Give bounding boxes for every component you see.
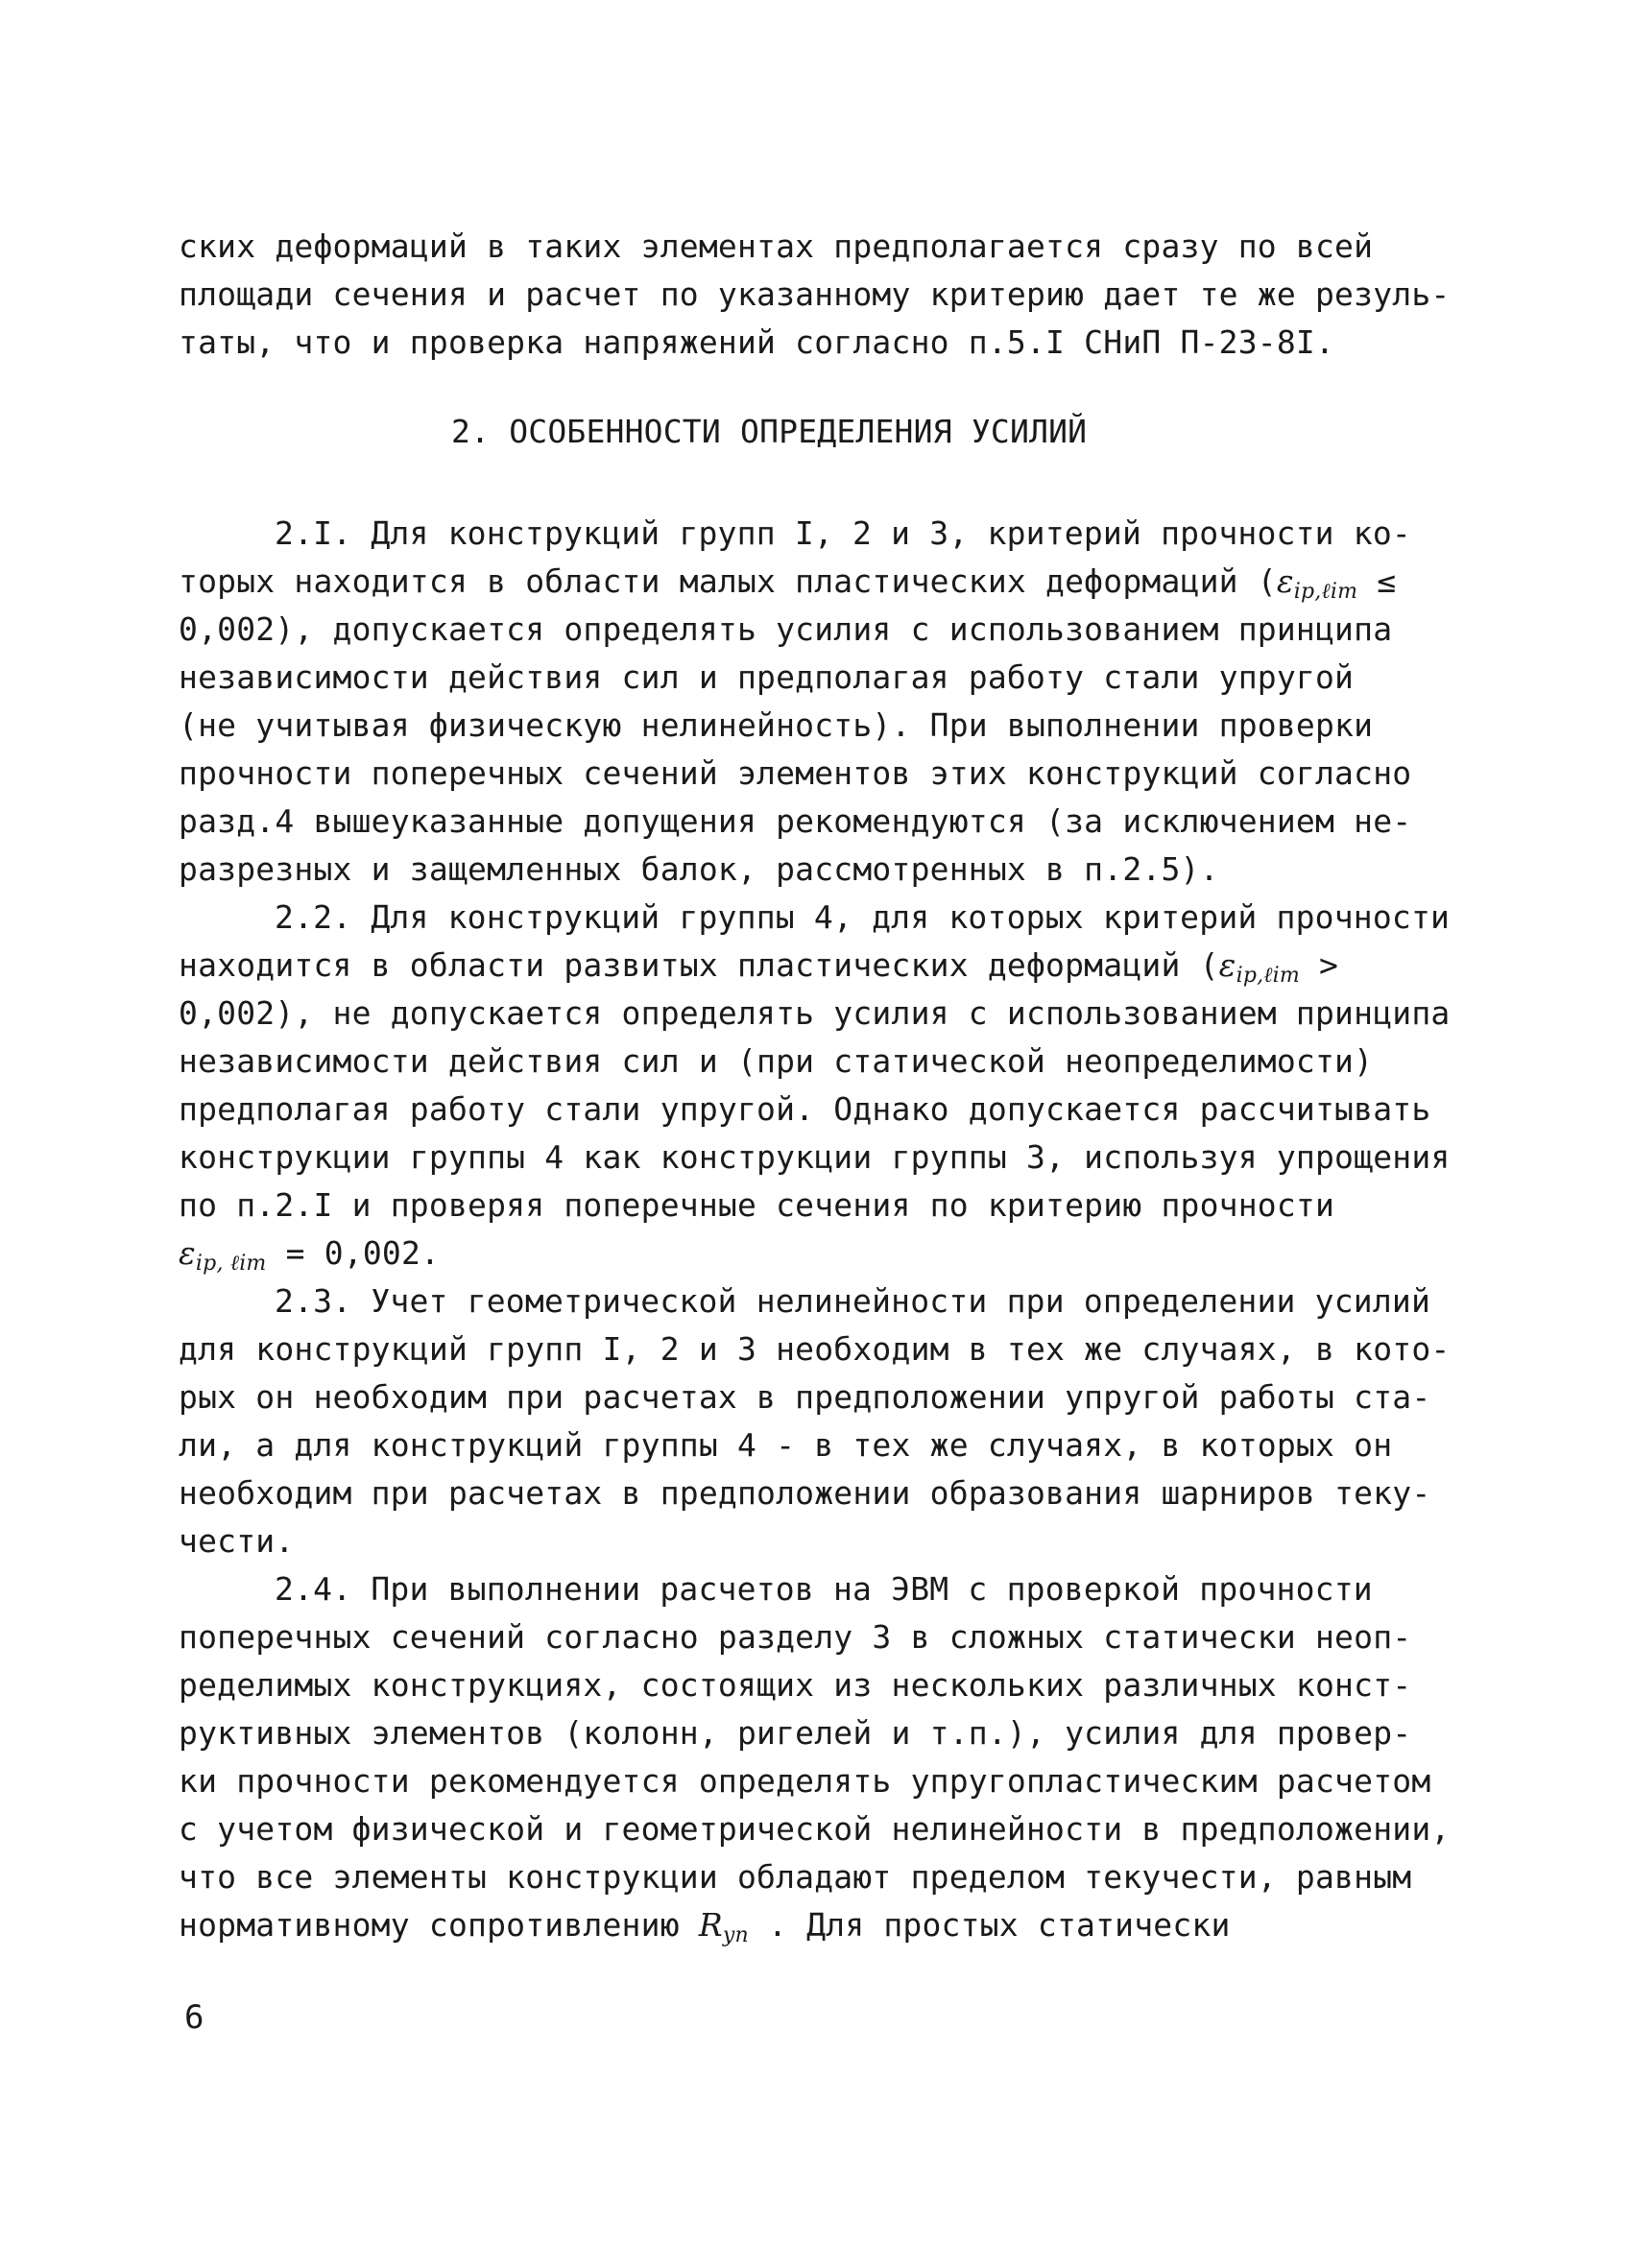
- resistance-symbol: R: [698, 1906, 723, 1944]
- epsilon-symbol: ε: [1276, 562, 1294, 600]
- epsilon-subscript: ip,ℓim: [1293, 580, 1358, 604]
- section-heading: 2. ОСОБЕННОСТИ ОПРЕДЕЛЕНИЯ УСИЛИЙ: [451, 413, 1088, 450]
- p21-line-2: [179, 562, 1396, 611]
- p24-line-6: с учетом физической и геометрической нелинейности в предположении,: [179, 1810, 1451, 1848]
- p22-line-6: конструкции группы 4 как конструкции группы 3, используя упрощения: [179, 1138, 1451, 1176]
- epsilon-subscript: ip,ℓim: [1236, 964, 1300, 988]
- page-number: 6: [184, 1998, 204, 2037]
- comparison-operator: >: [1299, 946, 1339, 984]
- p22-line-8-text: = 0,002.: [266, 1234, 441, 1272]
- p23-line-1: 2.3. Учет геометрической нелинейности при определении усилий: [275, 1282, 1431, 1320]
- p23-line-2: для конструкций групп I, 2 и 3 необходим в тех же случаях, в кото-: [179, 1330, 1451, 1368]
- p24-line-1: 2.4. При выполнении расчетов на ЭВМ с проверкой прочности: [275, 1570, 1373, 1608]
- intro-line-2: площади сечения и расчет по указанному критерию дает те же резуль-: [179, 275, 1451, 313]
- p22-line-7: по п.2.I и проверяя поперечные сечения по критерию прочности: [179, 1186, 1335, 1224]
- p21-line-8: разрезных и защемленных балок, рассмотренных в п.2.5).: [179, 850, 1219, 888]
- p21-line-1: 2.I. Для конструкций групп I, 2 и 3, критерий прочности ко-: [275, 514, 1411, 552]
- p21-line-4: независимости действия сил и предполагая работу стали упругой: [179, 658, 1355, 696]
- p24-line-8-text: нормативному сопротивлению: [179, 1906, 699, 1944]
- p24-line-5: ки прочности рекомендуется определять упругопластическим расчетом: [179, 1762, 1431, 1800]
- p22-line-2-text: находится в области развитых пластических деформаций (: [179, 946, 1219, 984]
- epsilon-symbol: ε: [179, 1234, 196, 1272]
- p24-line-2: поперечных сечений согласно разделу 3 в сложных статически неоп-: [179, 1618, 1412, 1656]
- p24-line-4: руктивных элементов (колонн, ригелей и т.п.), усилия для провер-: [179, 1714, 1412, 1752]
- p23-line-6: чести.: [179, 1522, 295, 1560]
- p22-line-2: [179, 946, 1338, 995]
- p21-line-7: разд.4 вышеуказанные допущения рекомендуются (за исключением не-: [179, 802, 1412, 840]
- comparison-operator: ≤: [1357, 562, 1397, 600]
- intro-line-1: ских деформаций в таких элементах предполагается сразу по всей: [179, 227, 1374, 265]
- p24-line-8: [179, 1906, 1231, 1955]
- p22-line-5: предполагая работу стали упругой. Однако допускается рассчитывать: [179, 1090, 1431, 1128]
- p23-line-4: ли, а для конструкций группы 4 - в тех же случаях, в которых он: [179, 1426, 1393, 1464]
- p24-line-8-tail: . Для простых статически: [748, 1906, 1231, 1944]
- p22-line-8: [179, 1234, 440, 1283]
- p21-line-6: прочности поперечных сечений элементов этих конструкций согласно: [179, 754, 1412, 792]
- epsilon-subscript: ip, ℓim: [195, 1252, 267, 1276]
- p22-line-4: независимости действия сил и (при статической неопределимости): [179, 1042, 1374, 1080]
- p21-line-3: 0,002), допускается определять усилия с использованием принципа: [179, 610, 1393, 648]
- epsilon-symbol: ε: [1218, 946, 1236, 984]
- p24-line-7: что все элементы конструкции обладают пределом текучести, равным: [179, 1858, 1412, 1896]
- p23-line-5: необходим при расчетах в предположении образования шарниров теку-: [179, 1474, 1431, 1512]
- p21-line-5: (не учитывая физическую нелинейность). При выполнении проверки: [179, 706, 1374, 744]
- p21-line-2-text: торых находится в области малых пластических деформаций (: [179, 562, 1277, 600]
- resistance-subscript: yn: [722, 1923, 749, 1947]
- p22-line-3: 0,002), не допускается определять усилия с использованием принципа: [179, 994, 1451, 1032]
- p22-line-1: 2.2. Для конструкций группы 4, для которых критерий прочности: [275, 898, 1451, 936]
- p24-line-3: ределимых конструкциях, состоящих из нескольких различных конст-: [179, 1666, 1412, 1704]
- intro-line-3: таты, что и проверка напряжений согласно п.5.I СНиП П-23-8I.: [179, 323, 1335, 361]
- p23-line-3: рых он необходим при расчетах в предположении упругой работы ста-: [179, 1378, 1431, 1416]
